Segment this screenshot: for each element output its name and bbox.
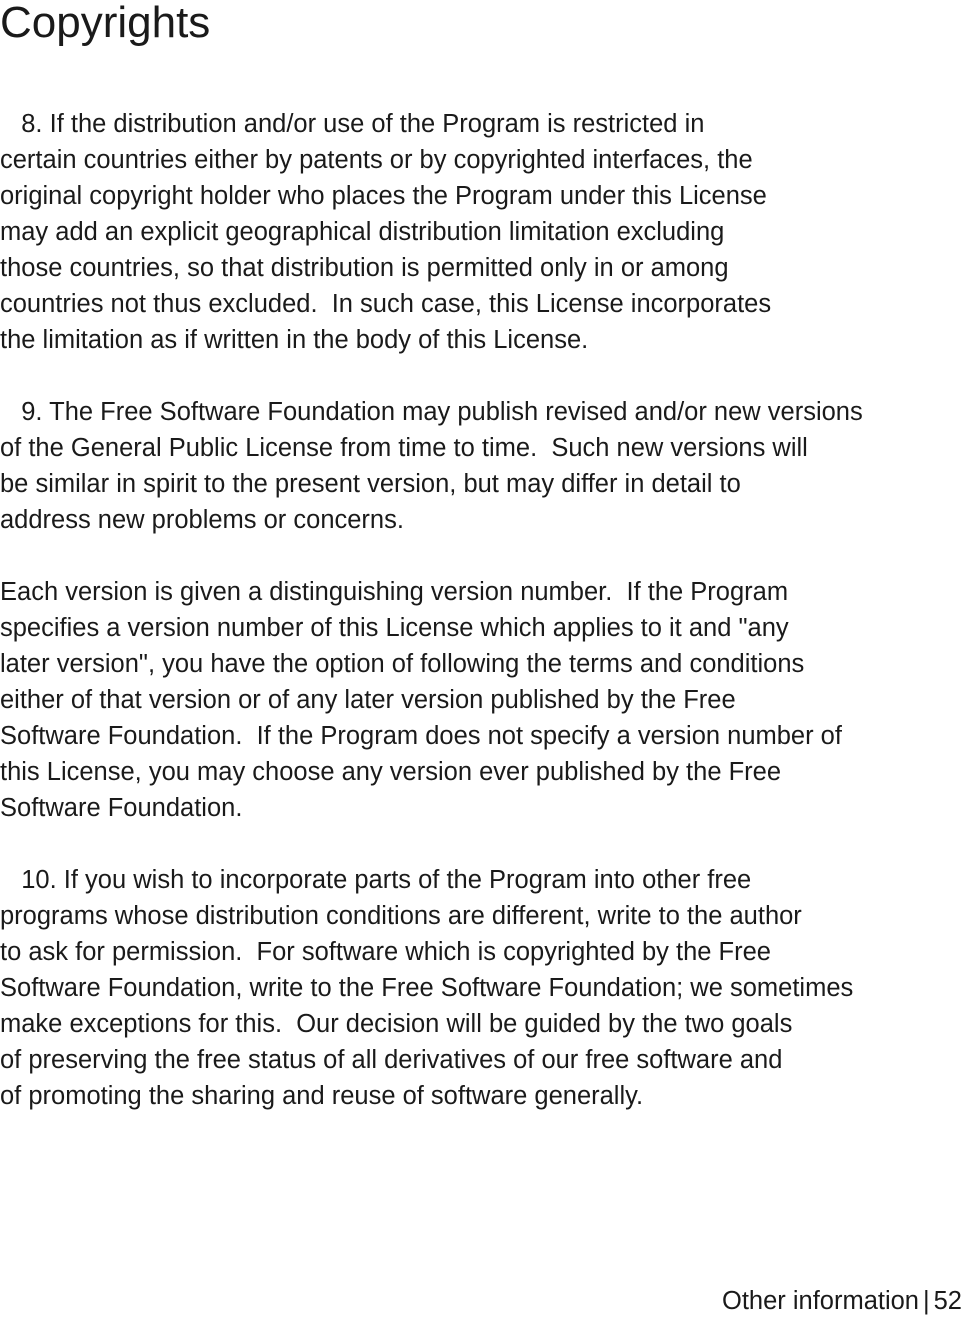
footer-section-label: Other information xyxy=(721,1287,919,1315)
text-line: programs whose distribution conditions are different, write to the author xyxy=(0,902,802,930)
text-line: be similar in spirit to the present version, but may differ in detail to xyxy=(0,470,741,498)
footer-separator: | xyxy=(923,1287,930,1315)
blank-line xyxy=(0,358,962,394)
blank-line xyxy=(0,826,962,862)
page-number: 52 xyxy=(933,1287,962,1315)
text-line: address new problems or concerns. xyxy=(0,506,404,534)
text-line: Each version is given a distinguishing version number. If the Program xyxy=(0,578,789,606)
text-line: later version", you have the option of following the terms and conditions xyxy=(0,650,805,678)
text-line: those countries, so that distribution is permitted only in or among xyxy=(0,254,729,282)
text-line: Software Foundation. xyxy=(0,794,243,822)
text-line: 8. If the distribution and/or use of the Program is restricted in xyxy=(0,110,705,138)
text-line: original copyright holder who places the Program under this License xyxy=(0,182,767,210)
text-line: to ask for permission. For software which is copyrighted by the Free xyxy=(0,938,771,966)
text-line: may add an explicit geographical distribution limitation excluding xyxy=(0,218,725,246)
text-line: Software Foundation, write to the Free Software Foundation; we sometimes xyxy=(0,974,854,1002)
text-line: of promoting the sharing and reuse of software generally. xyxy=(0,1082,644,1110)
text-line: 10. If you wish to incorporate parts of the Program into other free xyxy=(0,866,752,894)
text-line: of preserving the free status of all derivatives of our free software and xyxy=(0,1046,783,1074)
text-line: of the General Public License from time to time. Such new versions will xyxy=(0,434,808,462)
text-line: the limitation as if written in the body of this License. xyxy=(0,326,589,354)
text-line: this License, you may choose any version ever published by the Free xyxy=(0,758,782,786)
text-line: certain countries either by patents or by copyrighted interfaces, the xyxy=(0,146,753,174)
text-line: make exceptions for this. Our decision will be guided by the two goals xyxy=(0,1010,793,1038)
license-body xyxy=(0,106,962,1114)
page-title: Copyrights xyxy=(0,0,211,47)
text-line: specifies a version number of this License which applies to it and "any xyxy=(0,614,789,642)
blank-line xyxy=(0,538,962,574)
text-line: Software Foundation. If the Program does not specify a version number of xyxy=(0,722,842,750)
text-line: either of that version or of any later version published by the Free xyxy=(0,686,736,714)
text-line: countries not thus excluded. In such case, this License incorporates xyxy=(0,290,772,318)
page-footer xyxy=(722,1283,962,1319)
text-line: 9. The Free Software Foundation may publish revised and/or new versions xyxy=(0,398,863,426)
